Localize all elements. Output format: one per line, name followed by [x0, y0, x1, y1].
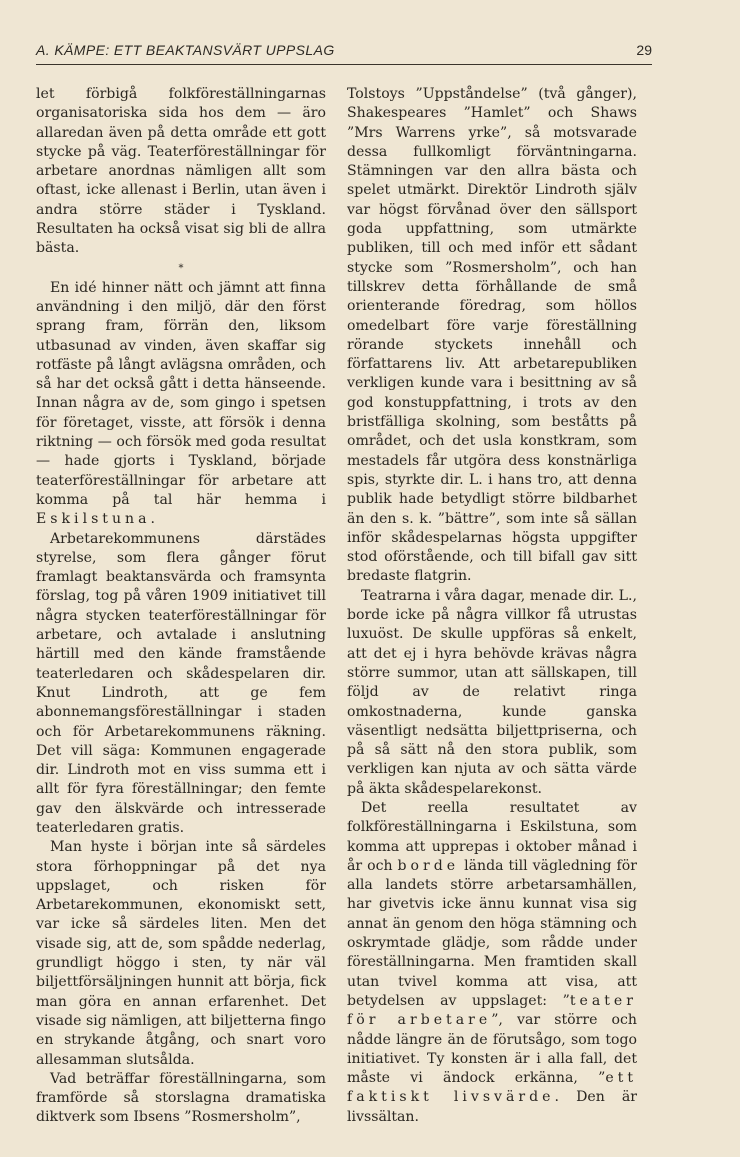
paragraph: Arbetarekommunens därstädes styrelse, som flera gånger förut framlagt beaktansvärda och framsynta förslag, tog på våren 1909 initiativet till några stycken teaterföreställningar för arbetare, och avtalade i anslutning härtill med den kände framstående teaterledaren och skådespelaren dir. Knut Lindroth, att ge fem abonnemangsföreställningar i staden och för Arbetarekommunens räkning. Det vill säga: Kommunen engagerade dir. Lindroth mot en viss summa ett i allt för fyra föreställningar; den femte gav den älskvärde och intresserade teaterledaren gratis. [36, 530, 326, 836]
paragraph: Vad beträffar föreställningarna, som framförde så storslagna dramatiska diktverk som Ibsens ”Rosmersholm”, [36, 1070, 326, 1126]
paragraph: Tolstoys ”Uppståndelse” (två gånger), Shakespeares ”Hamlet” och Shaws ”Mrs Warrens yrke”, så motsvarade dessa fullkomligt förväntningarna. Stämningen var den allra bästa och spelet utmärkt. Direktör Lindroth själv var högst förvånad över den sällsport goda uppfattning, som utmärkte publiken, till och med inför ett sådant stycke som ”Rosmersholm”, och han tillskrev detta förhållande de små orienterande föredrag, som höllos omedelbart före varje föreställning rörande styckets innehåll och författarens liv. Att arbetarepubliken verkligen kunde vara i besittning av så god konstuppfattning, i trots av den bristfälliga skolning, som beståtts på området, och det usla konstkram, som mestadels får utgöra dess konstnärliga spis, styrkte dir. L. i hans tro, att denna publik hade betydligt större bildbarhet än den s. k. ”bättre”, som inte så sällan inför skådespelarnas högsta uppgifter stod oförstående, och till bifall gav sitt bredaste flatgrin. [347, 86, 637, 585]
paragraph-text: lända till vägledning för alla landets större arbetarsamhällen, har givetvis icke ännu kunnat visa sig annat än genom den höga stämning och oskrymtade glädje, som rådde under föreställningarna. Men framtiden skall utan tvivel komma att visa, att betydelsen av uppslaget: ” [347, 857, 637, 1009]
page-number: 29 [636, 42, 652, 58]
left-column [36, 85, 326, 1128]
spaced-word: borde [397, 857, 460, 874]
paragraph-text: . Den är livssältan. [347, 1089, 637, 1125]
paragraph-text: En idé hinner nätt och jämnt att finna användning i den miljö, där den först sprang fram, förrän den, liksom utbasunad av vinden, även skaffar sig rotfäste på långt avlägsna områden, och så har det också gått i detta hänseende. Innan några av de, som gingo i spetsen för företaget, visste, att försök i denna riktning — och försök med goda resultat — hade gjorts i Tyskland, började teaterföreställningar för arbetare att komma på tal här hemma i [36, 279, 326, 508]
paragraph: let förbigå folkföreställningarnas organisatoriska sida hos dem — äro allaredan även på detta område ett gott stycke på väg. Teaterföreställningar för arbetare anordnas nämligen allt som oftast, icke allenast i Berlin, utan även i andra större städer i Tyskland. Resultaten ha också visat sig bli de allra bästa. [36, 86, 326, 257]
paragraph: Man hyste i början inte så särdeles stora förhoppningar på det nya uppslaget, och risken för Arbetarekommunen, ekonomiskt sett, var icke så särdeles liten. Men det visade sig, att de, som spådde nederlag, grundligt höggo i sten, ty när väl biljettförsäljningen hunnit att börja, fick man göra en annan erfarenhet. Det visade sig nämligen, att biljetterna fingo en strykande åtgång, och snart voro allesamman slutsålda. [36, 839, 326, 1068]
spaced-phrase: teater för arbetare [347, 992, 637, 1029]
section-divider: * [178, 262, 184, 274]
right-column [347, 85, 637, 1127]
page-header [36, 42, 652, 65]
paragraph-text: ”, var större och nådde längre än de förutsågo, som togo initiativet. Ty konsten är i alla fall, det måste vi ändock erkänna, ” [347, 1012, 637, 1087]
paragraph [36, 279, 326, 530]
paragraph [347, 799, 637, 1127]
paragraph-text: Det reella resultatet av folkföreställningarna i Eskilstuna, som komma att upprepas i oktober månad i år och [347, 799, 637, 874]
running-title: A. KÄMPE: ETT BEAKTANSVÄRT UPPSLAG [36, 42, 335, 58]
spaced-word: Eskilstuna. [36, 511, 160, 528]
spaced-phrase: ett faktiskt livsvärde [347, 1070, 637, 1106]
paragraph: Teatrarna i våra dagar, menade dir. L., borde icke på några villkor få utrustas luxuöst. De skulle uppföras så enkelt, att det ej i hyra behövde krävas några större summor, utan att sällskapen, till följd av de relativt ringa omkostnaderna, kunde ganska väsentligt nedsätta biljettpriserna, och på så sätt nå den stora publik, som verkligen kan njuta av och sätta värde på äkta skådespelarekonst. [347, 587, 637, 797]
